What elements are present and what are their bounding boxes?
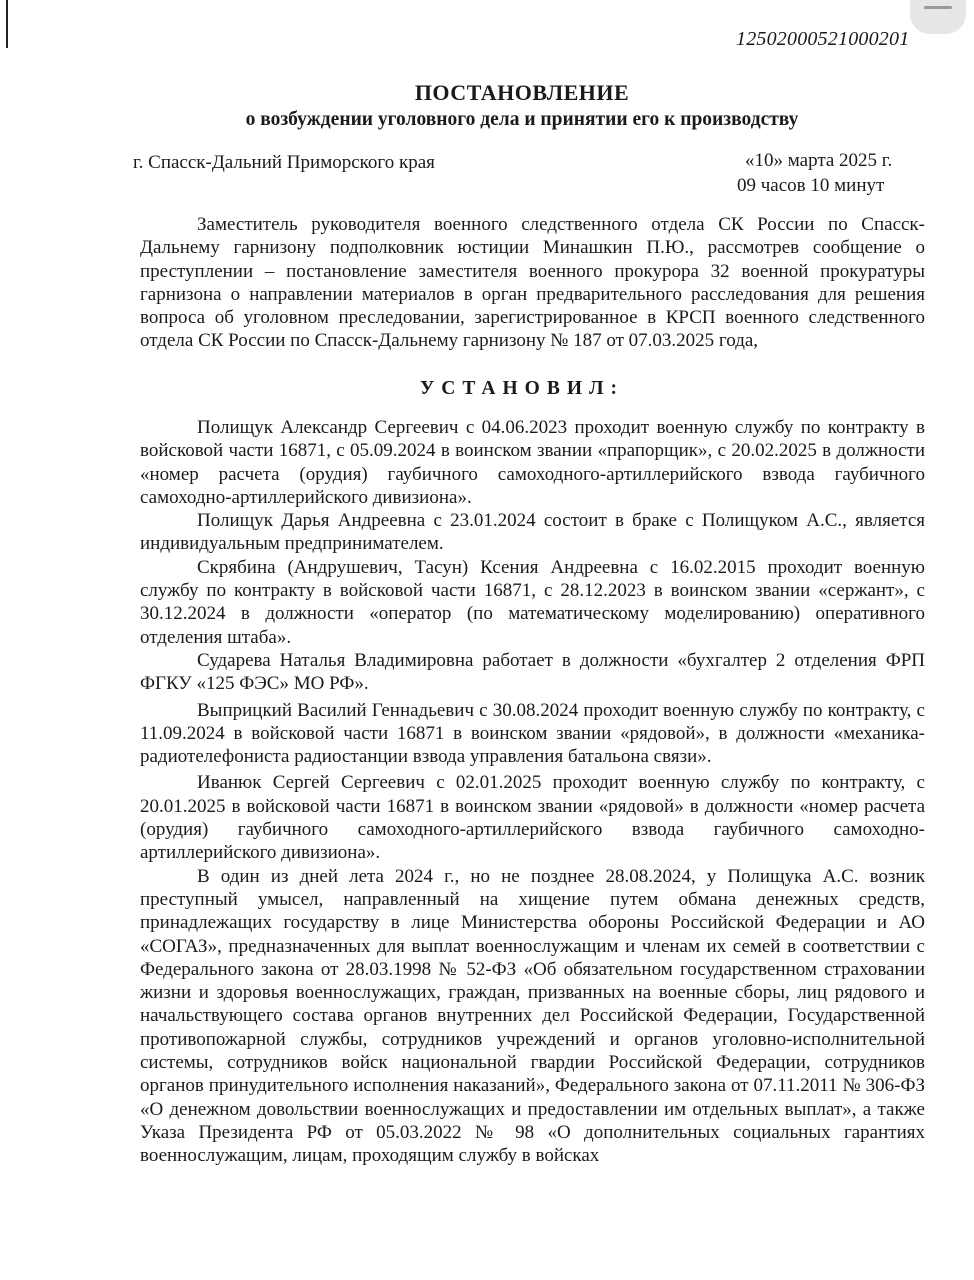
intro-paragraph: Заместитель руководителя военного следственного отдела СК России по Спасск-Дальнему гарнизону подполковник юстиции Минашкин П.Ю., рассмотрев сообщение о преступлении – постановление заместителя военного прокурора 32 военной прокуратуры гарнизона о направлении материалов в орган предварительного расследования для решения вопроса об уголовном преследовании, зарегистрированное в КРСП военного следственного отдела СК России по Спасск-Дальнему гарнизону № 187 от 07.03.2025 года, xyxy=(140,214,925,352)
document-title: ПОСТАНОВЛЕНИЕ xyxy=(414,80,630,105)
document-number: 12502000521000201 xyxy=(736,28,910,50)
fact-paragraph: Полищук Александр Сергеевич с 04.06.2023 проходит военную службу по контракту в войсковой части 16871, с 05.09.2024 в воинском звании «прапорщик», с 20.02.2025 в должности «номер расчета (орудия) гаубичного самоходного-артиллерийского взвода гаубичного самоходно-артиллерийского дивизиона». xyxy=(140,417,925,508)
page-edge xyxy=(6,0,8,48)
fact-paragraph: В один из дней лета 2024 г., но не позднее 28.08.2024, у Полищука А.С. возник преступный умысел, направленный на хищение путем обмана денежных средств, принадлежащих государству в лице Министерства обороны Российской Федерации и АО «СОГАЗ», предназначенных для выплат военнослужащим и членам их семей в соответствии с Федерального закона от 28.03.1998 № 52-ФЗ «Об обязательном государственном страховании жизни и здоровья военнослужащих, граждан, призванных на военные сборы, лиц рядового и начальствующего состава органов внутренних дел Российской Федерации, Государственной противопожарной службы, сотрудников учреждений и органов уголовно-исполнительной системы, сотрудников войск национальной гвардии Российской Федерации, сотрудников органов принудительного исполнения наказаний», Федерального закона от 07.11.2011 № 306-ФЗ «О денежном довольствии военнослужащих и предоставлении им отдельных выплат», а также Указа Президента РФ от 05.03.2022 № 98 «О дополнительных социальных гарантиях военнослужащим, лицам, проходящим службу в войсках xyxy=(140,865,925,1167)
fact-paragraph: Полищук Дарья Андреевна с 23.01.2024 состоит в браке с Полищуком А.С., является индивидуальным предпринимателем. xyxy=(140,510,925,555)
section-heading: УСТАНОВИЛ: xyxy=(419,378,625,399)
document-subtitle: о возбуждении уголовного дела и принятии его к производству xyxy=(245,109,799,130)
scroll-handle[interactable] xyxy=(910,0,966,34)
fact-paragraph: Скрябина (Андрушевич, Тасун) Ксения Андреевна с 16.02.2015 проходит военную службу по контракту в войсковой части 16871, с 28.12.2023 в воинском звании «сержант», с 30.12.2024 в должности «оператор (по математическому моделированию) оперативного отделения штаба». xyxy=(140,556,925,648)
fact-paragraph: Сударева Наталья Владимировна работает в должности «бухгалтер 2 отделения ФРП ФГКУ «125 ФЭС» МО РФ». xyxy=(140,649,925,695)
facts-section xyxy=(140,416,925,1168)
document-time: 09 часов 10 минут xyxy=(737,175,885,196)
document-city: г. Спасск-Дальний Приморского края xyxy=(133,152,435,173)
document-date: «10» марта 2025 г. xyxy=(745,150,893,171)
fact-paragraph: Иванюк Сергей Сергеевич с 02.01.2025 проходит военную службу по контракту, с 20.01.2025 в войсковой части 16871 в воинском звании «рядовой» в должности «номер расчета (орудия) гаубичного самоходного-артиллерийского взвода гаубичного самоходно-артиллерийского дивизиона». xyxy=(140,772,925,864)
intro-section xyxy=(140,213,925,353)
fact-paragraph: Выприцкий Василий Геннадьевич с 30.08.2024 проходит военную службу по контракту, с 11.09.2024 в войсковой части 16871 в воинском звании «рядовой», в должности «механика-радиотелефониста радиостанции взвода управления батальона связи». xyxy=(140,699,925,768)
